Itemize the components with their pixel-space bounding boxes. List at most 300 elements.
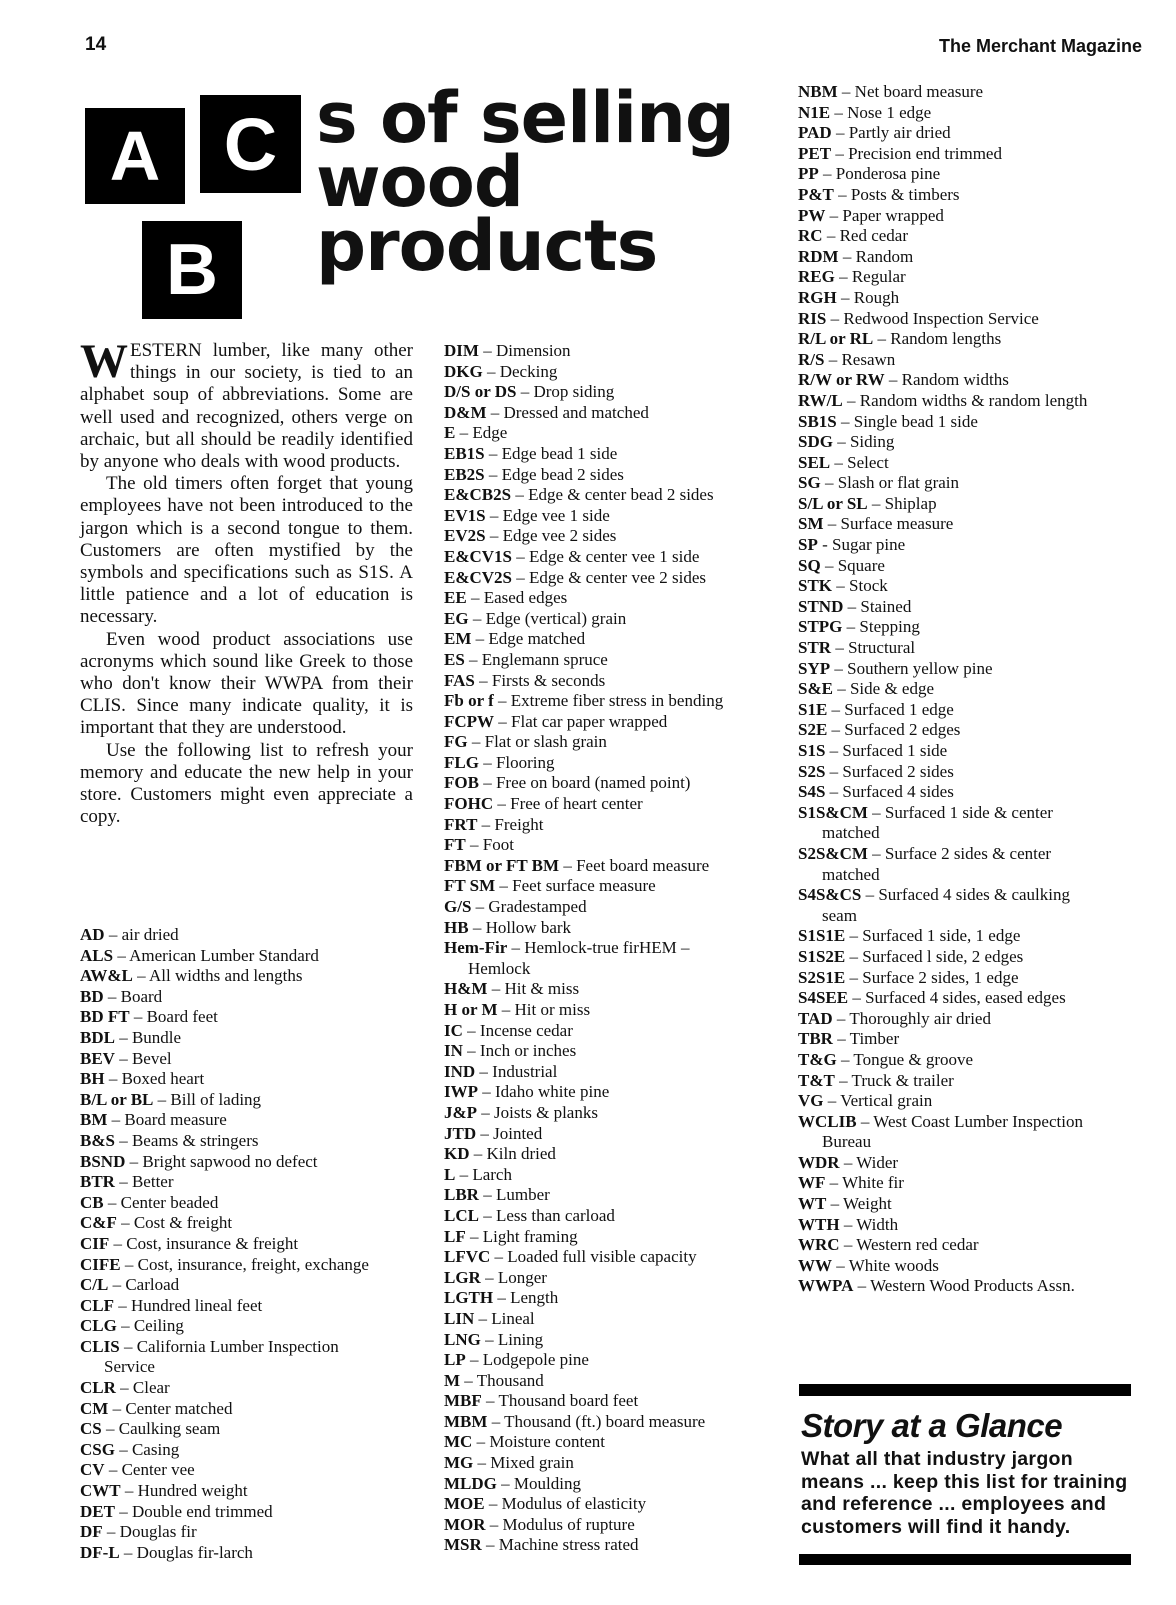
abbreviation-entry xyxy=(798,432,1087,453)
abbreviation-term: ALS xyxy=(80,945,114,965)
abbreviation-entry xyxy=(444,1062,723,1083)
abbreviation-term: S2S xyxy=(798,761,826,781)
abbreviation-entry xyxy=(80,1131,369,1152)
abbreviation-definition: – Vertical grain xyxy=(823,1091,933,1111)
abbreviation-definition: – Douglas fir xyxy=(102,1522,197,1542)
abbreviation-term: LP xyxy=(444,1350,466,1370)
abbreviation-entry xyxy=(444,485,723,506)
abbreviation-entry xyxy=(444,1165,723,1186)
abbreviation-entry xyxy=(798,659,1087,680)
abbreviation-entry xyxy=(444,691,723,712)
abbreviation-term: S4SEE xyxy=(798,988,849,1008)
abbreviation-entry xyxy=(444,876,723,897)
abbreviation-term: VG xyxy=(798,1091,824,1111)
abbreviation-entry xyxy=(798,1112,1087,1133)
abbreviation-term: CM xyxy=(80,1398,109,1418)
abbreviation-term: S4S xyxy=(798,782,826,802)
abbreviation-definition: – Single bead 1 side xyxy=(836,411,978,431)
headline-line-1: s of selling xyxy=(316,77,735,159)
abbreviation-entry xyxy=(80,1255,369,1276)
abbreviation-entry xyxy=(80,1049,369,1070)
abbreviation-definition: – Surfaced 4 sides, eased edges xyxy=(848,988,1066,1008)
abbreviation-entry xyxy=(80,1090,369,1111)
abbreviation-definition: – Beams & stringers xyxy=(114,1130,259,1150)
abbreviation-term: BH xyxy=(80,1069,105,1089)
abbreviation-term: T&T xyxy=(798,1070,835,1090)
abbreviation-term: CLR xyxy=(80,1378,116,1398)
abbreviation-term: S1S xyxy=(798,741,826,760)
abbreviation-definition: – Less than carload xyxy=(478,1205,615,1225)
abbreviation-entry-continuation xyxy=(798,865,1087,886)
abbreviation-definition: – Red cedar xyxy=(822,226,908,246)
abbreviation-entry xyxy=(444,506,723,527)
abbreviation-definition: – Select xyxy=(830,452,889,472)
abbreviation-term: FAS xyxy=(444,670,475,690)
abbreviation-term: PAD xyxy=(798,123,832,143)
abbreviation-term: H or M xyxy=(444,1000,498,1019)
abbreviation-entry xyxy=(444,341,723,362)
abbreviation-term: FLG xyxy=(444,752,479,772)
abbreviation-definition: – Thoroughly air dried xyxy=(832,1008,991,1028)
abbreviation-term: WW xyxy=(798,1255,832,1275)
abbreviation-definition: – Edge bead 1 side xyxy=(484,443,618,463)
abbreviation-definition: matched xyxy=(822,864,880,884)
abbreviation-term: B/L or BL xyxy=(80,1089,154,1109)
abbreviation-entry xyxy=(444,1453,723,1474)
abbreviation-term: CWT xyxy=(80,1481,121,1501)
abbreviation-term: IWP xyxy=(444,1082,478,1102)
intro-paragraph: The old timers often forget that young employees have not been introduced to the jargon which is a second tongue to them. Customers are often mystified by the symbols and specifications such as S1S. A little patience and a lot of education is necessary. xyxy=(80,473,413,628)
title-letter-a: A xyxy=(109,117,161,195)
abbreviation-term: DF-L xyxy=(80,1542,120,1562)
abbreviation-term: E xyxy=(444,423,456,443)
abbreviation-term: EE xyxy=(444,588,467,608)
abbreviation-definition: – Regular xyxy=(834,267,906,287)
abbreviation-entry xyxy=(798,391,1087,412)
abbreviation-entry xyxy=(798,947,1087,968)
abbreviation-entry xyxy=(798,597,1087,618)
abbreviation-definition: – Hemlock-true firHEM – xyxy=(507,938,690,958)
abbreviation-entry xyxy=(798,1050,1087,1071)
abbreviation-entry xyxy=(444,712,723,733)
abbreviation-term: CLF xyxy=(80,1295,114,1315)
abbreviation-definition: – Edge & center bead 2 sides xyxy=(511,485,714,505)
abbreviation-entry xyxy=(444,362,723,383)
abbreviation-definition: – White fir xyxy=(825,1173,904,1193)
abbreviation-entry xyxy=(798,1071,1087,1092)
abbreviation-entry xyxy=(444,444,723,465)
abbreviation-entry-continuation xyxy=(798,906,1087,927)
abbreviation-term: MOR xyxy=(444,1514,486,1534)
abbreviation-term: MBF xyxy=(444,1391,482,1411)
abbreviation-definition: – Random widths xyxy=(884,370,1009,390)
abbreviation-term: D/S or DS xyxy=(444,382,517,402)
abbreviation-entry xyxy=(798,679,1087,700)
abbreviation-term: MBM xyxy=(444,1411,488,1431)
abbreviation-term: S2E xyxy=(798,720,828,740)
abbreviation-entry xyxy=(80,1399,369,1420)
abbreviation-definition: – Center vee xyxy=(104,1460,195,1480)
abbreviation-term: ES xyxy=(444,649,465,669)
abbreviation-definition: – Larch xyxy=(455,1164,512,1184)
abbreviation-definition: – Double end trimmed xyxy=(114,1501,273,1521)
abbreviation-entry xyxy=(444,403,723,424)
abbreviation-definition: – Siding xyxy=(832,432,895,452)
abbreviation-entry xyxy=(444,1391,723,1412)
abbreviation-term: FBM or FT BM xyxy=(444,855,560,875)
abbreviation-entry xyxy=(444,938,723,959)
abbreviation-entry xyxy=(798,844,1087,865)
abbreviation-definition: – Bundle xyxy=(114,1027,182,1047)
abbreviation-entry xyxy=(798,617,1087,638)
abbreviation-term: SG xyxy=(798,473,821,493)
abbreviation-entry xyxy=(444,671,723,692)
abbreviation-entry xyxy=(798,1276,1087,1297)
abbreviation-definition: – Surfaced 1 side & center xyxy=(867,802,1053,822)
abbreviation-term: LGTH xyxy=(444,1288,494,1308)
title-block-b xyxy=(142,221,242,319)
abbreviation-entry xyxy=(80,1193,369,1214)
abbreviation-entry xyxy=(444,1185,723,1206)
abbreviation-entry xyxy=(444,1021,723,1042)
abbreviation-definition: – Bevel xyxy=(114,1048,172,1068)
abbreviation-definition: – Joists & planks xyxy=(477,1102,598,1122)
abbreviation-term: LF xyxy=(444,1226,466,1246)
abbreviation-entry xyxy=(80,1419,369,1440)
abbreviation-entry xyxy=(80,987,369,1008)
abbreviation-term: FT xyxy=(444,835,466,855)
abbreviation-list-column-2 xyxy=(444,341,723,1556)
abbreviation-definition: – Lineal xyxy=(474,1308,535,1328)
abbreviation-entry xyxy=(798,1009,1087,1030)
abbreviation-definition: – Surfaced 2 sides xyxy=(825,761,954,781)
abbreviation-term: S1S2E xyxy=(798,946,846,966)
abbreviation-term: S1S&CM xyxy=(798,802,868,822)
abbreviation-term: TBR xyxy=(798,1029,833,1049)
abbreviation-term: SEL xyxy=(798,452,831,472)
abbreviation-list-column-3 xyxy=(798,82,1087,1297)
abbreviation-term: WTH xyxy=(798,1214,840,1234)
abbreviation-term: TAD xyxy=(798,1008,833,1028)
abbreviation-entry xyxy=(80,1110,369,1131)
abbreviation-definition: – Surfaced 4 sides xyxy=(825,782,954,802)
abbreviation-term: CLG xyxy=(80,1316,117,1336)
abbreviation-term: STPG xyxy=(798,617,843,637)
abbreviation-definition: – West Coast Lumber Inspection xyxy=(856,1111,1083,1131)
abbreviation-entry xyxy=(798,514,1087,535)
abbreviation-term: DIM xyxy=(444,341,479,360)
abbreviation-term: S1S1E xyxy=(798,926,846,946)
abbreviation-entry xyxy=(80,1502,369,1523)
abbreviation-term: STND xyxy=(798,596,844,616)
abbreviation-entry xyxy=(80,966,369,987)
abbreviation-definition: – Boxed heart xyxy=(104,1069,205,1089)
abbreviation-term: NBM xyxy=(798,82,838,101)
abbreviation-definition: – Edge vee 1 side xyxy=(485,505,610,525)
abbreviation-definition: – Square xyxy=(820,555,885,575)
abbreviation-term: STR xyxy=(798,638,832,658)
abbreviation-definition: – Surface 2 sides, 1 edge xyxy=(845,967,1019,987)
abbreviation-entry xyxy=(444,1144,723,1165)
abbreviation-entry xyxy=(798,103,1087,124)
abbreviation-definition: – Moulding xyxy=(496,1473,581,1493)
abbreviation-entry xyxy=(444,979,723,1000)
abbreviation-entry xyxy=(798,288,1087,309)
abbreviation-definition: – Idaho white pine xyxy=(478,1082,610,1102)
abbreviation-entry xyxy=(444,1309,723,1330)
abbreviation-definition: – Slash or flat grain xyxy=(820,473,960,493)
abbreviation-definition: – Industrial xyxy=(475,1061,558,1081)
abbreviation-term: LCL xyxy=(444,1205,479,1225)
abbreviation-term: S2S1E xyxy=(798,967,846,987)
abbreviation-entry-continuation xyxy=(444,959,723,980)
abbreviation-definition: – Bill of lading xyxy=(153,1089,262,1109)
abbreviation-definition: – Bright sapwood no defect xyxy=(125,1151,318,1171)
abbreviation-term: S4S&CS xyxy=(798,885,862,905)
abbreviation-term: EB2S xyxy=(444,464,485,484)
abbreviation-definition: – Nose 1 edge xyxy=(830,102,932,122)
abbreviation-definition: – Douglas fir-larch xyxy=(119,1542,253,1562)
headline-line-3: products xyxy=(316,205,658,287)
abbreviation-definition: – Free on board (named point) xyxy=(478,773,691,793)
abbreviation-entry xyxy=(444,1206,723,1227)
abbreviation-entry xyxy=(444,382,723,403)
abbreviation-entry xyxy=(80,1543,369,1564)
abbreviation-definition: – American Lumber Standard xyxy=(113,945,319,965)
abbreviation-term: CV xyxy=(80,1460,105,1480)
abbreviation-definition: – Random lengths xyxy=(873,329,1002,349)
abbreviation-entry xyxy=(80,1172,369,1193)
abbreviation-entry xyxy=(80,1152,369,1173)
abbreviation-definition: – Thousand (ft.) board measure xyxy=(487,1411,706,1431)
abbreviation-entry xyxy=(798,206,1087,227)
abbreviation-entry xyxy=(80,1440,369,1461)
abbreviation-definition: – Edge (vertical) grain xyxy=(468,608,627,628)
headline-line-2: wood xyxy=(316,141,523,223)
abbreviation-definition: – Free of heart center xyxy=(493,794,643,814)
abbreviation-definition: – All widths and lengths xyxy=(132,966,303,986)
abbreviation-definition: – Truck & trailer xyxy=(834,1070,954,1090)
abbreviation-term: FOB xyxy=(444,773,479,793)
abbreviation-definition: – Hundred weight xyxy=(120,1481,248,1501)
abbreviation-definition: – Ponderosa pine xyxy=(818,164,941,184)
abbreviation-term: RC xyxy=(798,226,823,246)
abbreviation-term: AW&L xyxy=(80,966,133,986)
abbreviation-entry xyxy=(444,773,723,794)
abbreviation-entry xyxy=(444,1412,723,1433)
title-letter-b: B xyxy=(166,230,218,310)
abbreviation-entry xyxy=(798,1091,1087,1112)
intro-paragraph: Use the following list to refresh your memory and educate the new help in your store. Customers might even appreciate a copy. xyxy=(80,739,413,828)
abbreviation-definition: – Flat car paper wrapped xyxy=(494,711,668,731)
abbreviation-entry xyxy=(798,926,1087,947)
abbreviation-definition: – Surfaced 1 edge xyxy=(827,699,954,719)
abbreviation-definition: – Lining xyxy=(480,1329,544,1349)
abbreviation-definition: – Random xyxy=(838,246,914,266)
abbreviation-entry xyxy=(444,650,723,671)
abbreviation-entry xyxy=(798,638,1087,659)
abbreviation-term: R/L or RL xyxy=(798,329,874,349)
abbreviation-entry xyxy=(80,1378,369,1399)
abbreviation-entry xyxy=(444,465,723,486)
abbreviation-term: IC xyxy=(444,1020,463,1040)
abbreviation-term: PW xyxy=(798,205,826,225)
abbreviation-entry xyxy=(798,1215,1087,1236)
abbreviation-list-column-1 xyxy=(80,925,369,1563)
abbreviation-entry xyxy=(444,1371,723,1392)
abbreviation-entry xyxy=(80,1213,369,1234)
abbreviation-entry xyxy=(798,535,1087,556)
abbreviation-definition: – Random widths & random length xyxy=(842,390,1088,410)
abbreviation-term: DET xyxy=(80,1501,115,1521)
abbreviation-term: E&CV1S xyxy=(444,546,513,566)
abbreviation-definition: – Feet board measure xyxy=(559,855,710,875)
abbreviation-term: S2S&CM xyxy=(798,843,868,863)
abbreviation-definition: – Rough xyxy=(836,287,900,307)
abbreviation-entry xyxy=(798,803,1087,824)
abbreviation-definition: – Drop siding xyxy=(516,382,615,402)
abbreviation-term: REG xyxy=(798,267,835,287)
abbreviation-term: WCLIB xyxy=(798,1111,857,1131)
abbreviation-definition: – Casing xyxy=(114,1439,180,1459)
abbreviation-term: S1E xyxy=(798,699,828,719)
abbreviation-entry xyxy=(80,1522,369,1543)
abbreviation-entry xyxy=(80,1296,369,1317)
abbreviation-entry xyxy=(444,588,723,609)
abbreviation-entry xyxy=(444,1330,723,1351)
abbreviation-term: RGH xyxy=(798,287,837,307)
abbreviation-entry xyxy=(798,885,1087,906)
abbreviation-entry xyxy=(798,82,1087,103)
abbreviation-entry xyxy=(798,267,1087,288)
abbreviation-entry xyxy=(80,946,369,967)
abbreviation-entry xyxy=(444,1432,723,1453)
abbreviation-entry xyxy=(444,835,723,856)
abbreviation-definition: – Light framing xyxy=(465,1226,578,1246)
abbreviation-term: BM xyxy=(80,1110,108,1130)
abbreviation-term: LIN xyxy=(444,1308,475,1328)
abbreviation-definition: – Board xyxy=(103,986,163,1006)
glance-title: Story at a Glance xyxy=(801,1407,1063,1444)
abbreviation-entry xyxy=(798,164,1087,185)
abbreviation-definition: – Board measure xyxy=(107,1110,227,1130)
abbreviation-definition: – Modulus of rupture xyxy=(485,1514,635,1534)
title-letter-c: C xyxy=(223,102,278,186)
abbreviation-entry xyxy=(798,370,1087,391)
abbreviation-definition: – Englemann spruce xyxy=(464,649,608,669)
abbreviation-definition: – Edge bead 2 sides xyxy=(484,464,624,484)
drop-cap: W xyxy=(80,335,128,388)
abbreviation-entry xyxy=(798,968,1087,989)
abbreviation-entry xyxy=(798,1153,1087,1174)
abbreviation-term: CIF xyxy=(80,1233,110,1253)
abbreviation-entry xyxy=(444,1103,723,1124)
abbreviation-entry xyxy=(444,856,723,877)
abbreviation-term: EG xyxy=(444,608,469,628)
abbreviation-term: FG xyxy=(444,732,468,752)
abbreviation-definition: – Width xyxy=(839,1214,899,1234)
abbreviation-definition: – Board feet xyxy=(129,1007,218,1027)
abbreviation-term: CLIS xyxy=(80,1336,120,1356)
abbreviation-term: B&S xyxy=(80,1130,115,1150)
abbreviation-entry-continuation xyxy=(798,1132,1087,1153)
glance-top-rule xyxy=(799,1384,1131,1396)
abbreviation-definition: – Surfaced 1 side xyxy=(825,741,948,760)
abbreviation-term: FOHC xyxy=(444,794,494,814)
abbreviation-definition: – California Lumber Inspection xyxy=(119,1336,339,1356)
abbreviation-entry xyxy=(798,556,1087,577)
abbreviation-definition: – Eased edges xyxy=(466,588,568,608)
glance-bottom-rule xyxy=(799,1554,1131,1565)
abbreviation-entry xyxy=(444,815,723,836)
abbreviation-definition: – Clear xyxy=(115,1378,170,1398)
abbreviation-definition: – Lodgepole pine xyxy=(465,1350,589,1370)
abbreviation-term: SQ xyxy=(798,555,821,575)
abbreviation-entry xyxy=(444,753,723,774)
headline xyxy=(316,77,735,287)
abbreviation-definition: – Extreme fiber stress in bending xyxy=(493,691,724,711)
abbreviation-definition: – Redwood Inspection Service xyxy=(826,308,1039,328)
abbreviation-definition: – Shiplap xyxy=(867,493,937,513)
abbreviation-term: T&G xyxy=(798,1049,837,1069)
abbreviation-entry xyxy=(798,350,1087,371)
abbreviation-term: EV2S xyxy=(444,526,486,546)
abbreviation-entry xyxy=(444,1288,723,1309)
abbreviation-entry xyxy=(798,329,1087,350)
abbreviation-entry xyxy=(444,1082,723,1103)
abbreviation-definition: – Stained xyxy=(843,596,912,616)
abbreviation-definition: – Precision end trimmed xyxy=(831,143,1002,163)
abbreviation-entry xyxy=(444,1474,723,1495)
abbreviation-definition: – Carload xyxy=(108,1275,180,1295)
abbreviation-term: SP xyxy=(798,535,818,555)
abbreviation-term: WF xyxy=(798,1173,826,1193)
abbreviation-definition: – Ceiling xyxy=(116,1316,184,1336)
abbreviation-definition: – White woods xyxy=(832,1255,939,1275)
abbreviation-term: C/L xyxy=(80,1275,109,1295)
abbreviation-term: CB xyxy=(80,1192,104,1212)
abbreviation-term: LFVC xyxy=(444,1247,491,1267)
intro-paragraph-text: ESTERN lumber, like many other things in our society, is tied to an alphabet soup of abbreviations. Some are well used and recognized, others verge on archaic, but all should be readily identified by anyone who deals with wood products. xyxy=(80,340,413,473)
abbreviation-term: D&M xyxy=(444,402,487,422)
abbreviation-entry xyxy=(798,123,1087,144)
abbreviation-term: RW/L xyxy=(798,390,843,410)
abbreviation-entry xyxy=(444,897,723,918)
abbreviation-entry xyxy=(444,629,723,650)
abbreviation-definition: Service xyxy=(104,1357,155,1377)
abbreviation-definition: – Lumber xyxy=(478,1185,550,1205)
abbreviation-definition: – Length xyxy=(493,1288,559,1308)
abbreviation-entry xyxy=(798,700,1087,721)
abbreviation-term: BD FT xyxy=(80,1007,130,1027)
abbreviation-definition: – Side & edge xyxy=(832,679,935,699)
abbreviation-entry xyxy=(798,762,1087,783)
abbreviation-definition: – Timber xyxy=(832,1029,900,1049)
abbreviation-definition: – Cost, insurance, freight, exchange xyxy=(120,1254,369,1274)
abbreviation-entry xyxy=(444,1268,723,1289)
abbreviation-definition: – Cost & freight xyxy=(116,1213,233,1233)
abbreviation-term: IN xyxy=(444,1041,463,1061)
abbreviation-definition: – Net board measure xyxy=(837,82,984,101)
abbreviation-entry xyxy=(80,925,369,946)
intro-paragraph xyxy=(80,335,413,473)
abbreviation-definition: – Feet surface measure xyxy=(495,876,656,896)
abbreviation-definition: – Flooring xyxy=(478,752,555,772)
abbreviation-definition: – Surfaced l side, 2 edges xyxy=(845,946,1024,966)
abbreviation-definition: – Edge & center vee 1 side xyxy=(512,546,700,566)
abbreviation-term: C&F xyxy=(80,1213,117,1233)
abbreviation-term: LBR xyxy=(444,1185,479,1205)
